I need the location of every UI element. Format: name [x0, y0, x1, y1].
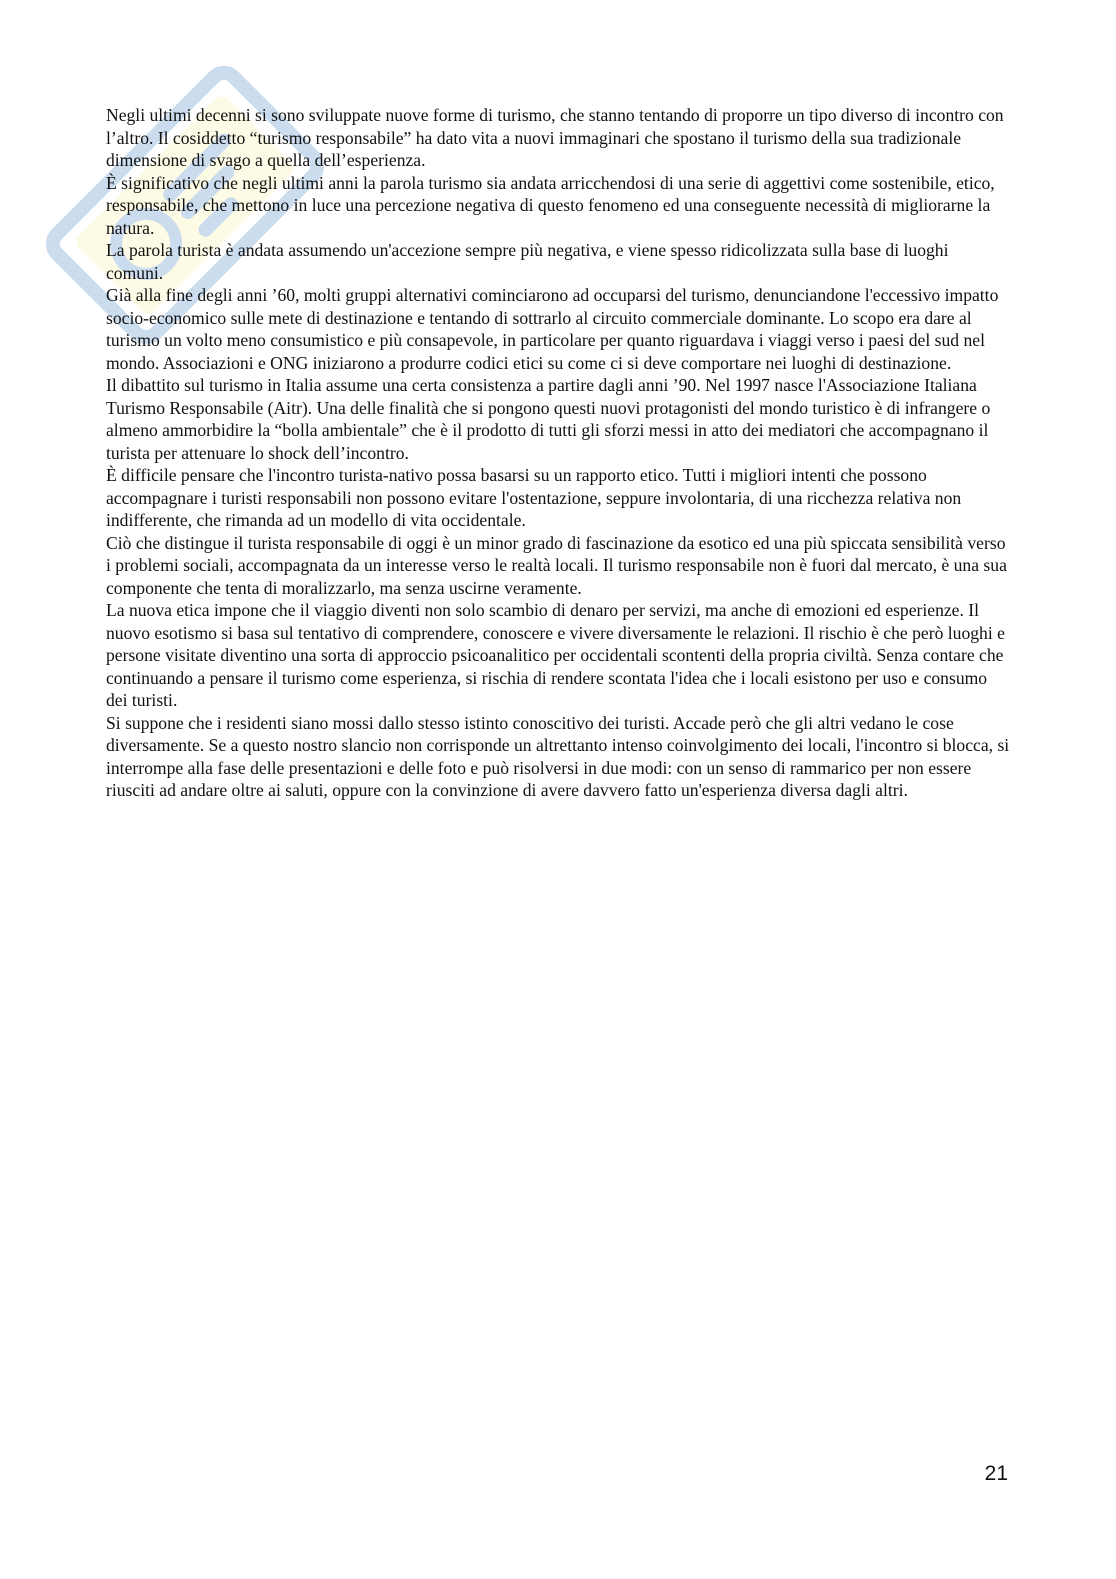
paragraph: È significativo che negli ultimi anni la parola turismo sia andata arricchendosi di una serie di aggettivi come sostenibile, etico, responsabile, che mettono in luce una percezione negativa di questo fenomeno ed una conseguente necessità di migliorarne la natura.	[106, 172, 995, 238]
paragraph: La parola turista è andata assumendo un'accezione sempre più negativa, e viene spesso ridicolizzata sulla base di luoghi comuni.	[106, 240, 949, 283]
paragraph: Già alla fine degli anni ’60, molti gruppi alternativi cominciarono ad occuparsi del turismo, denunciandone l'eccessivo impatto socio-economico sulle mete di destinazione e tentando di sottrarlo al circuito commerciale dominante. Lo scopo era dare al turismo un volto meno consumistico e più consapevole, in particolare per quanto riguardava i viaggi verso i paesi del sud nel mondo. Associazioni e ONG iniziarono a produrre codici etici su come ci si deve comportare nei luoghi di destinazione.	[106, 285, 999, 373]
body-text	[106, 104, 1010, 802]
paragraph: Negli ultimi decenni si sono sviluppate nuove forme di turismo, che stanno tentando di proporre un tipo diverso di incontro con l’altro. Il cosiddetto “turismo responsabile” ha dato vita a nuovi immaginari che spostano il turismo della sua tradizionale dimensione di svago a quella dell’esperienza.	[106, 105, 1004, 170]
paragraph: È difficile pensare che l'incontro turista-nativo possa basarsi su un rapporto etico. Tutti i migliori intenti che possono accompagnare i turisti responsabili non possono evitare l'ostentazione, seppure involontaria, di una ricchezza relativa non indifferente, che rimanda ad un modello di vita occidentale.	[106, 465, 962, 530]
paragraph: Ciò che distingue il turista responsabile di oggi è un minor grado di fascinazione da esotico ed una più spiccata sensibilità verso i problemi sociali, accompagnata da un interesse verso le realtà locali. Il turismo responsabile non è fuori dal mercato, è una sua componente che tenta di moralizzarlo, ma senza uscirne veramente.	[106, 532, 1007, 598]
paragraph: Si suppone che i residenti siano mossi dallo stesso istinto conoscitivo dei turisti. Accade però che gli altri vedano le cose diversamente. Se a questo nostro slancio non corrisponde un altrettanto intenso coinvolgimento dei locali, l'incontro si blocca, si interrompe alla fase delle presentazioni e delle foto e può risolversi in due modi: con un senso di rammarico per non essere riusciti ad andare oltre ai saluti, oppure con la convinzione di avere davvero fatto un'esperienza diversa dagli altri.	[106, 712, 1010, 800]
paragraph: Il dibattito sul turismo in Italia assume una certa consistenza a partire dagli anni ’90. Nel 1997 nasce l'Associazione Italiana Turismo Responsabile (Aitr). Una delle finalità che si pongono questi nuovi protagonisti del mondo turistico è di infrangere o almeno ammorbidire la “bolla ambientale” che è il prodotto di tutti gli sforzi messi in atto dei mediatori che accompagnano il turista per attenuare lo shock dell’incontro.	[106, 375, 991, 463]
paragraph: La nuova etica impone che il viaggio diventi non solo scambio di denaro per servizi, ma anche di emozioni ed esperienze. Il nuovo esotismo si basa sul tentativo di comprendere, conoscere e vivere diversamente le relazioni. Il rischio è che però luoghi e persone visitate diventino una sorta di approccio psicoanalitico per occidentali scontenti della propria civiltà. Senza contare che continuando a pensare il turismo come esperienza, si rischia di rendere scontata l'idea che i locali esistono per uso e consumo dei turisti.	[106, 600, 1005, 710]
page-number: 21	[984, 1462, 1008, 1485]
